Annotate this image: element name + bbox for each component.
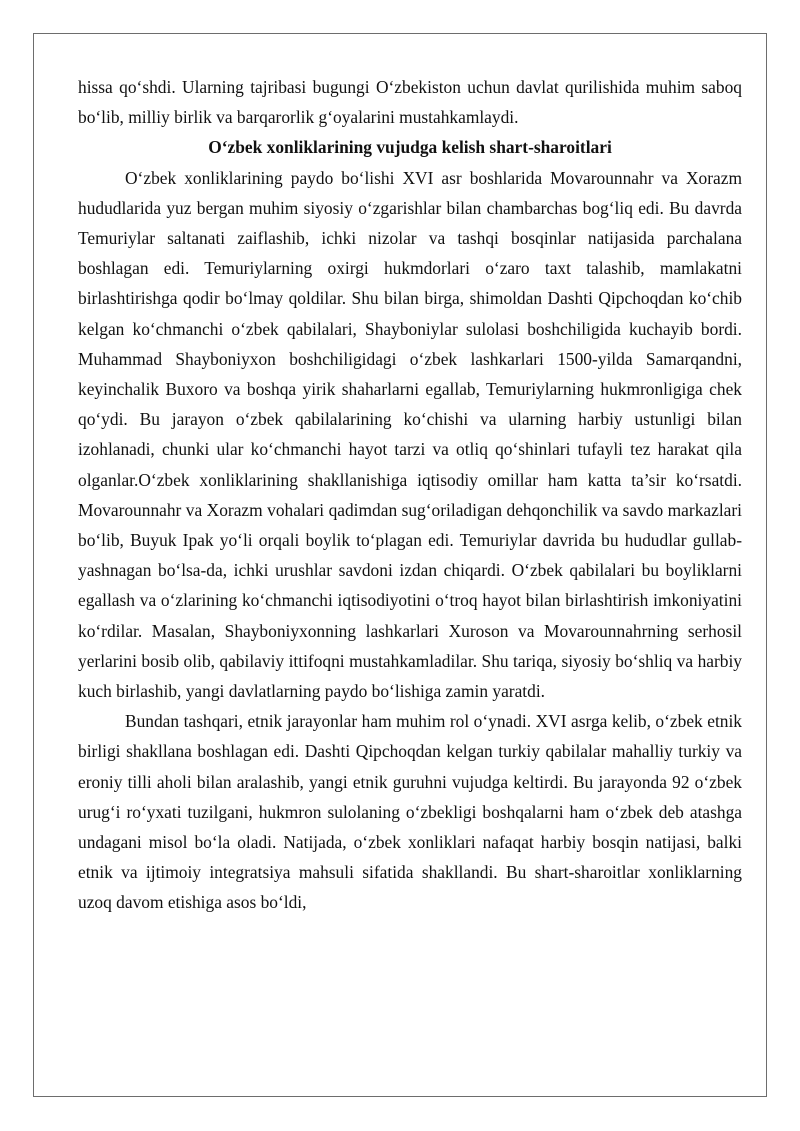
paragraph-origins: O‘zbek xonliklarining paydo bo‘lishi XVI asr boshlarida Movarounnahr va Xorazm hududlarida yuz bergan muhim siyosiy o‘zgarishlar bilan chambarchas bog‘liq edi. Bu davrda Temuriylar saltanati zaiflashib, ichki nizolar va tashqi bosqinlar natijasida parchalana boshlagan edi. Temuriylarning oxirgi hukmdorlari o‘zaro taxt talashib, mamlakatni birlashtirishga qodir bo‘lmay qoldilar. Shu bilan birga, shimoldan Dashti Qipchoqdan ko‘chib kelgan ko‘chmanchi o‘zbek qabilalari, Shayboniylar sulolasi boshchiligida kuchayib bordi. Muhammad Shayboniyxon boshchiligidagi o‘zbek lashkarlari 1500-yilda Samarqandni, keyinchalik Buxoro va boshqa yirik shaharlarni egallab, Temuriylarning hukmronligiga chek qo‘ydi. Bu jarayon o‘zbek qabilalarining ko‘chishi va ularning harbiy ustunligi bilan izohlanadi, chunki ular ko‘chmanchi hayot tarzi va otliq qo‘shinlari tufayli tez harakat qila olganlar.O‘zbek xonliklarining shakllanishiga iqtisodiy omillar ham katta ta’sir ko‘rsatdi. Movarounnahr va Xorazm vohalari qadimdan sug‘oriladigan dehqonchilik va savdo markazlari bo‘lib, Buyuk Ipak yo‘li orqali boylik to‘plagan edi. Temuriylar davrida bu hududlar gullab-yashnagan bo‘lsa-da, ichki urushlar savdoni izdan chiqardi. O‘zbek qabilalari bu boyliklarni egallash va o‘zlarining ko‘chmanchi iqtisodiyotini o‘troq hayot bilan birlashtirish imkoniyatini ko‘rdilar. Masalan, Shayboniyxonning lashkarlari Xuroson va Movarounnahrning serhosil yerlarini bosib olib, qabilaviy ittifoqni mustahkamladilar. Shu tariqa, siyosiy bo‘shliq va harbiy kuch birlashib, yangi davlatlarning paydo bo‘lishiga zamin yaratdi. [78, 167, 742, 702]
paragraph-ethnic-processes: Bundan tashqari, etnik jarayonlar ham muhim rol o‘ynadi. XVI asrga kelib, o‘zbek etnik birligi shakllana boshlagan edi. Dashti Qipchoqdan kelgan turkiy qabilalar mahalliy turkiy va eroniy tilli aholi bilan aralashib, yangi etnik guruhni vujudga keltirdi. Bu jarayonda 92 o‘zbek urug‘i ro‘yxati tuzilgani, hukmron sulolaning o‘zbekligi boshqalarni ham o‘zbek deb atashga undagani misol bo‘la oladi. Natijada, o‘zbek xonliklari nafaqat harbiy bosqin natijasi, balki etnik va ijtimoiy integratsiya mahsuli sifatida shakllandi. Bu shart-sharoitlar xonliklarning uzoq davom etishiga asos bo‘ldi, [78, 711, 742, 913]
paragraph-continuation: hissa qo‘shdi. Ularning tajribasi bugungi O‘zbekiston uchun davlat qurilishida muhim saboq bo‘lib, milliy birlik va barqarorlik g‘oyalarini mustahkamlaydi. [78, 77, 742, 128]
section-heading: O‘zbek xonliklarining vujudga kelish shart-sharoitlari [208, 137, 612, 158]
document-body [78, 72, 742, 918]
